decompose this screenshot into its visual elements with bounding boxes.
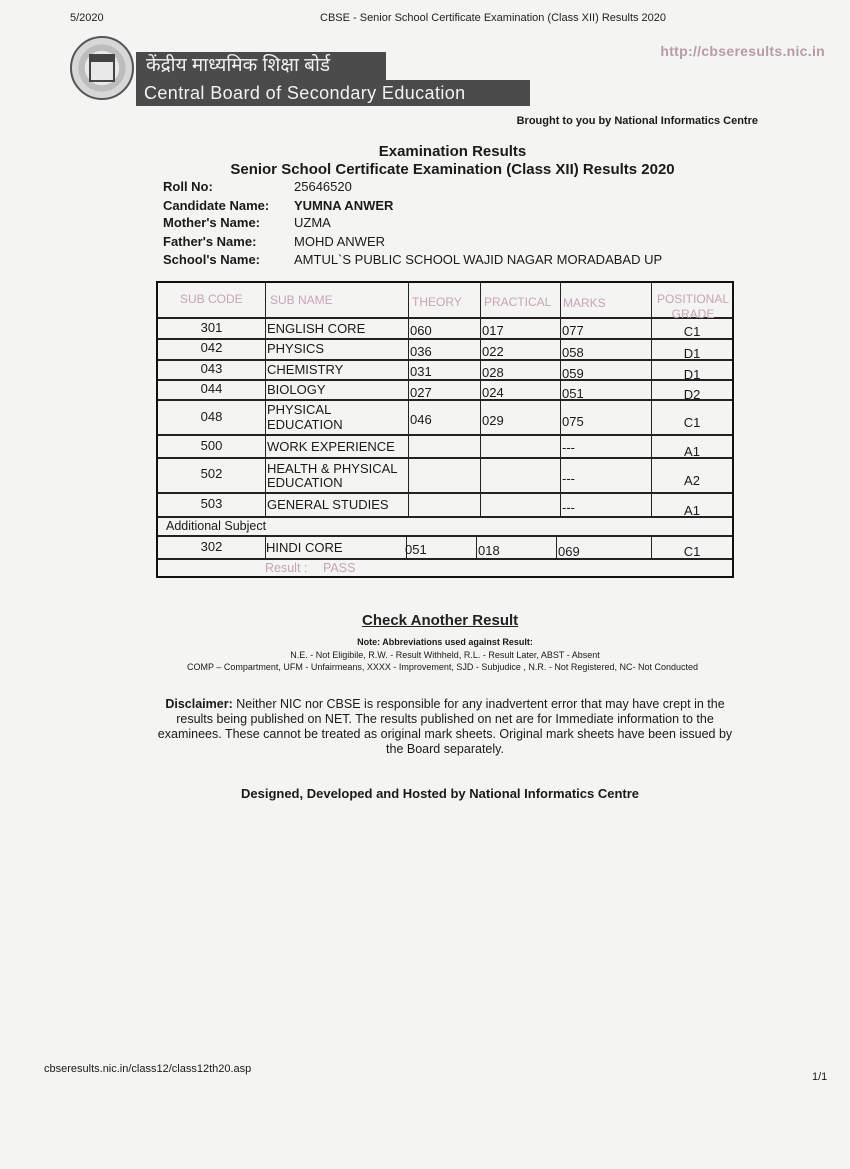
table-cell-code: 044 [200, 381, 223, 396]
table-cell-practical: 028 [482, 365, 504, 380]
table-cell-code: 301 [200, 320, 223, 335]
cbse-logo-icon [70, 36, 134, 100]
header-positional: POSITIONAL [656, 292, 730, 306]
banner-english-title: Central Board of Secondary Education [136, 80, 530, 106]
header-sub-name: SUB NAME [270, 293, 333, 307]
footer-url: cbseresults.nic.in/class12/class12th20.asp [44, 1063, 252, 1075]
school-name-label: School's Name: [163, 252, 261, 267]
table-cell-grade: D1 [683, 346, 701, 361]
table-cell-name: PHYSICAL [267, 402, 332, 417]
table-cell-name: GENERAL STUDIES [267, 497, 389, 512]
exam-subtitle: Senior School Certificate Examination (Class XII) Results 2020 [230, 161, 675, 178]
table-cell-grade: D2 [683, 387, 701, 402]
mother-name-value: UZMA [294, 215, 331, 230]
candidate-name-label: Candidate Name: [163, 198, 270, 213]
brought-by-text: Brought to you by National Informatics Centre [516, 115, 758, 127]
check-another-result-link[interactable]: Check Another Result [362, 612, 519, 629]
table-cell-name: BIOLOGY [267, 382, 326, 397]
table-cell-practical: 022 [482, 344, 504, 359]
table-cell-practical: 029 [482, 413, 504, 428]
note-line-2: COMP – Compartment, UFM - Unfairmeans, XXXX - Improvement, SJD - Subjudice , N.R. - Not Registered, NC- Not Conducted [186, 662, 698, 672]
table-cell-marks: --- [562, 440, 575, 455]
roll-label: Roll No: [163, 179, 213, 194]
result-label: Result : [265, 561, 308, 575]
table-cell-name: WORK EXPERIENCE [267, 439, 395, 454]
table-cell-grade: A1 [684, 503, 700, 518]
table-cell-marks: --- [562, 471, 575, 486]
roll-value: 25646520 [294, 179, 352, 194]
header-marks: MARKS [563, 296, 606, 310]
mother-name-label: Mother's Name: [163, 215, 260, 230]
school-name-value: AMTUL`S PUBLIC SCHOOL WAJID NAGAR MORADABAD UP [294, 252, 663, 267]
table-cell-theory: 051 [405, 542, 427, 557]
table-cell-name: CHEMISTRY [267, 362, 344, 377]
table-cell-code: 042 [200, 340, 223, 355]
table-cell-theory: 031 [410, 364, 432, 379]
candidate-name-value: YUMNA ANWER [294, 198, 394, 213]
disclaimer-text: Neither NIC nor CBSE is responsible for any inadvertent error that may have crept in the results being published on NET. The results published on net are for Immediate information to the examinees. These cannot be treated as original mark sheets. Original mark sheets have been issued by the Board separately. [157, 697, 733, 756]
header-grade: GRADE [671, 307, 715, 321]
table-cell-grade: A1 [684, 444, 700, 459]
table-cell-code: 043 [200, 361, 223, 376]
table-cell-marks: 051 [562, 386, 584, 401]
table-cell-theory: 060 [410, 323, 432, 338]
site-url-link[interactable]: http://cbseresults.nic.in [660, 43, 825, 59]
disclaimer [156, 697, 734, 757]
table-cell-code: 502 [200, 466, 223, 481]
header-practical: PRACTICAL [484, 295, 552, 309]
father-name-value: MOHD ANWER [294, 234, 385, 249]
table-cell-marks: 075 [562, 414, 584, 429]
table-cell-marks: 069 [558, 544, 580, 559]
table-cell-code: 500 [200, 438, 223, 453]
table-cell-theory: 027 [410, 385, 432, 400]
table-cell-grade: C1 [683, 324, 701, 339]
table-cell-code: 302 [200, 539, 223, 554]
table-cell-name: PHYSICS [267, 341, 325, 356]
table-cell-practical: 017 [482, 323, 504, 338]
table-cell-theory: 036 [410, 344, 432, 359]
header-sub-code: SUB CODE [180, 292, 243, 306]
table-cell-marks: 058 [562, 345, 584, 360]
footer-page-number: 1/1 [812, 1071, 828, 1083]
table-cell-grade: D1 [683, 367, 701, 382]
header-theory: THEORY [412, 295, 462, 309]
table-cell-practical: 018 [478, 543, 500, 558]
table-cell-practical: 024 [482, 385, 504, 400]
exam-title: Examination Results [378, 143, 527, 160]
table-cell-name-line2: EDUCATION [267, 475, 343, 490]
table-cell-grade: C1 [683, 415, 701, 430]
additional-subject-label: Additional Subject [166, 519, 267, 533]
print-title: CBSE - Senior School Certificate Examination (Class XII) Results 2020 [320, 12, 667, 24]
table-cell-code: 503 [200, 496, 223, 511]
result-status-badge: PASS [323, 561, 356, 575]
results-table [156, 281, 734, 578]
banner-hindi-title: केंद्रीय माध्यमिक शिक्षा बोर्ड [136, 52, 386, 80]
table-cell-code: 048 [200, 409, 223, 424]
table-cell-marks: 077 [562, 323, 584, 338]
father-name-label: Father's Name: [163, 234, 257, 249]
print-date: 5/2020 [70, 12, 104, 24]
table-cell-name: HINDI CORE [266, 540, 343, 555]
table-cell-theory: 046 [410, 412, 432, 427]
table-cell-grade: A2 [684, 473, 700, 488]
table-cell-marks: 059 [562, 366, 584, 381]
table-cell-name-line2: EDUCATION [267, 417, 343, 432]
disclaimer-label: Disclaimer: [165, 697, 233, 711]
note-title: Note: Abbreviations used against Result: [357, 637, 533, 647]
table-cell-marks: --- [562, 500, 575, 515]
table-cell-name: ENGLISH CORE [267, 321, 366, 336]
note-line-1: N.E. - Not Eligibile, R.W. - Result Withheld, R.L. - Result Later, ABST - Absent [290, 650, 600, 660]
designed-by-text: Designed, Developed and Hosted by National Informatics Centre [240, 786, 640, 801]
table-cell-grade: C1 [683, 544, 701, 559]
table-cell-name: HEALTH & PHYSICAL [267, 461, 398, 476]
